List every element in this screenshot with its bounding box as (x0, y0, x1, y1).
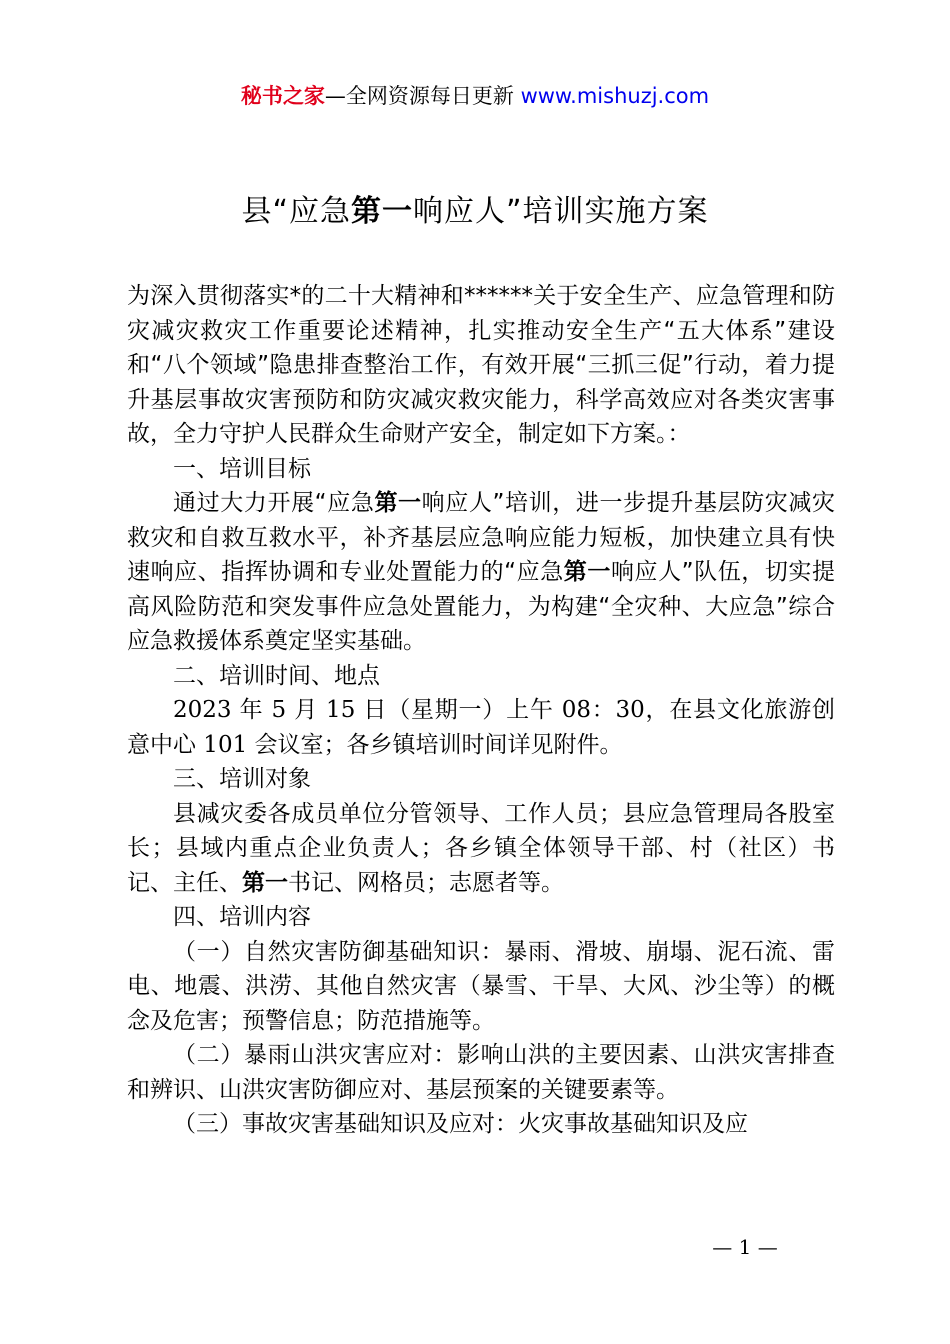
section-heading-goals: 一、培训目标 (173, 455, 311, 482)
content-item-3: （三）事故灾害基础知识及应对：火灾事故基础知识及应 (173, 1111, 748, 1137)
audience-text-2: 书记、网格员；志愿者等。 (288, 869, 564, 896)
audience-bold-1: 第一 (242, 869, 288, 896)
goals-paragraph (127, 486, 835, 659)
site-slogan: —全网资源每日更新 (324, 84, 514, 108)
goals-bold-2: 第一 (563, 559, 611, 585)
goals-bold-1: 第一 (374, 490, 422, 516)
goals-text-3: 响应人”队伍，切实提高风险防范和突发事件应急处置能力，为构建“全灾种、大应急”综合应急救援体系奠定坚实基础。 (127, 559, 836, 654)
goals-text-1: 通过大力开展“应急 (173, 490, 375, 516)
site-header (0, 80, 950, 112)
title-part-1: 县“应急 (241, 194, 351, 229)
title-bold: 第一 (351, 194, 413, 229)
content-item-2: （二）暴雨山洪灾害应对：影响山洪的主要因素、山洪灾害排查和辨识、山洪灾害防御应对、基层预案的关键要素等。 (127, 1042, 835, 1103)
site-url-link[interactable]: www.mishuzj.com (520, 84, 710, 108)
section-heading-content: 四、培训内容 (173, 904, 311, 930)
title-part-2: 响应人”培训实施方案 (413, 194, 709, 229)
document-body (127, 279, 835, 1142)
time-place-paragraph: 2023 年 5 月 15 日（星期一）上午 08：30，在县文化旅游创意中心 101 会议室；各乡镇培训时间详见附件。 (127, 697, 835, 758)
page-number: — 1 — (712, 1235, 778, 1259)
site-brand: 秘书之家 (240, 84, 325, 108)
section-heading-time-place: 二、培训时间、地点 (173, 662, 380, 689)
audience-text-1: 县减灾委各成员单位分管领导、工作人员；县应急管理局各股室长；县域内重点企业负责人；各乡镇全体领导干部、村（社区）书记、主任、 (127, 800, 835, 896)
document-title (0, 190, 950, 234)
section-heading-audience: 三、培训对象 (173, 766, 311, 792)
intro-paragraph: 为深入贯彻落实*的二十大精神和******关于安全生产、应急管理和防灾减灾救灾工作重要论述精神，扎实推动安全生产“五大体系”建设和“八个领域”隐患排查整治工作，有效开展“三抓三促”行动，着力提升基层事故灾害预防和防灾减灾救灾能力，科学高效应对各类灾害事故，全力守护人民群众生命财产安全，制定如下方案。： (127, 283, 835, 447)
audience-paragraph (127, 797, 835, 901)
goals-text-2: 响应人”培训，进一步提升基层防灾减灾救灾和自救互救水平，补齐基层应急响应能力短板，加快建立具有快速响应、指挥协调和专业处置能力的“应急 (127, 490, 836, 585)
content-item-1: （一）自然灾害防御基础知识：暴雨、滑坡、崩塌、泥石流、雷电、地震、洪涝、其他自然灾害（暴雪、干旱、大风、沙尘等）的概念及危害；预警信息；防范措施等。 (127, 938, 835, 1034)
